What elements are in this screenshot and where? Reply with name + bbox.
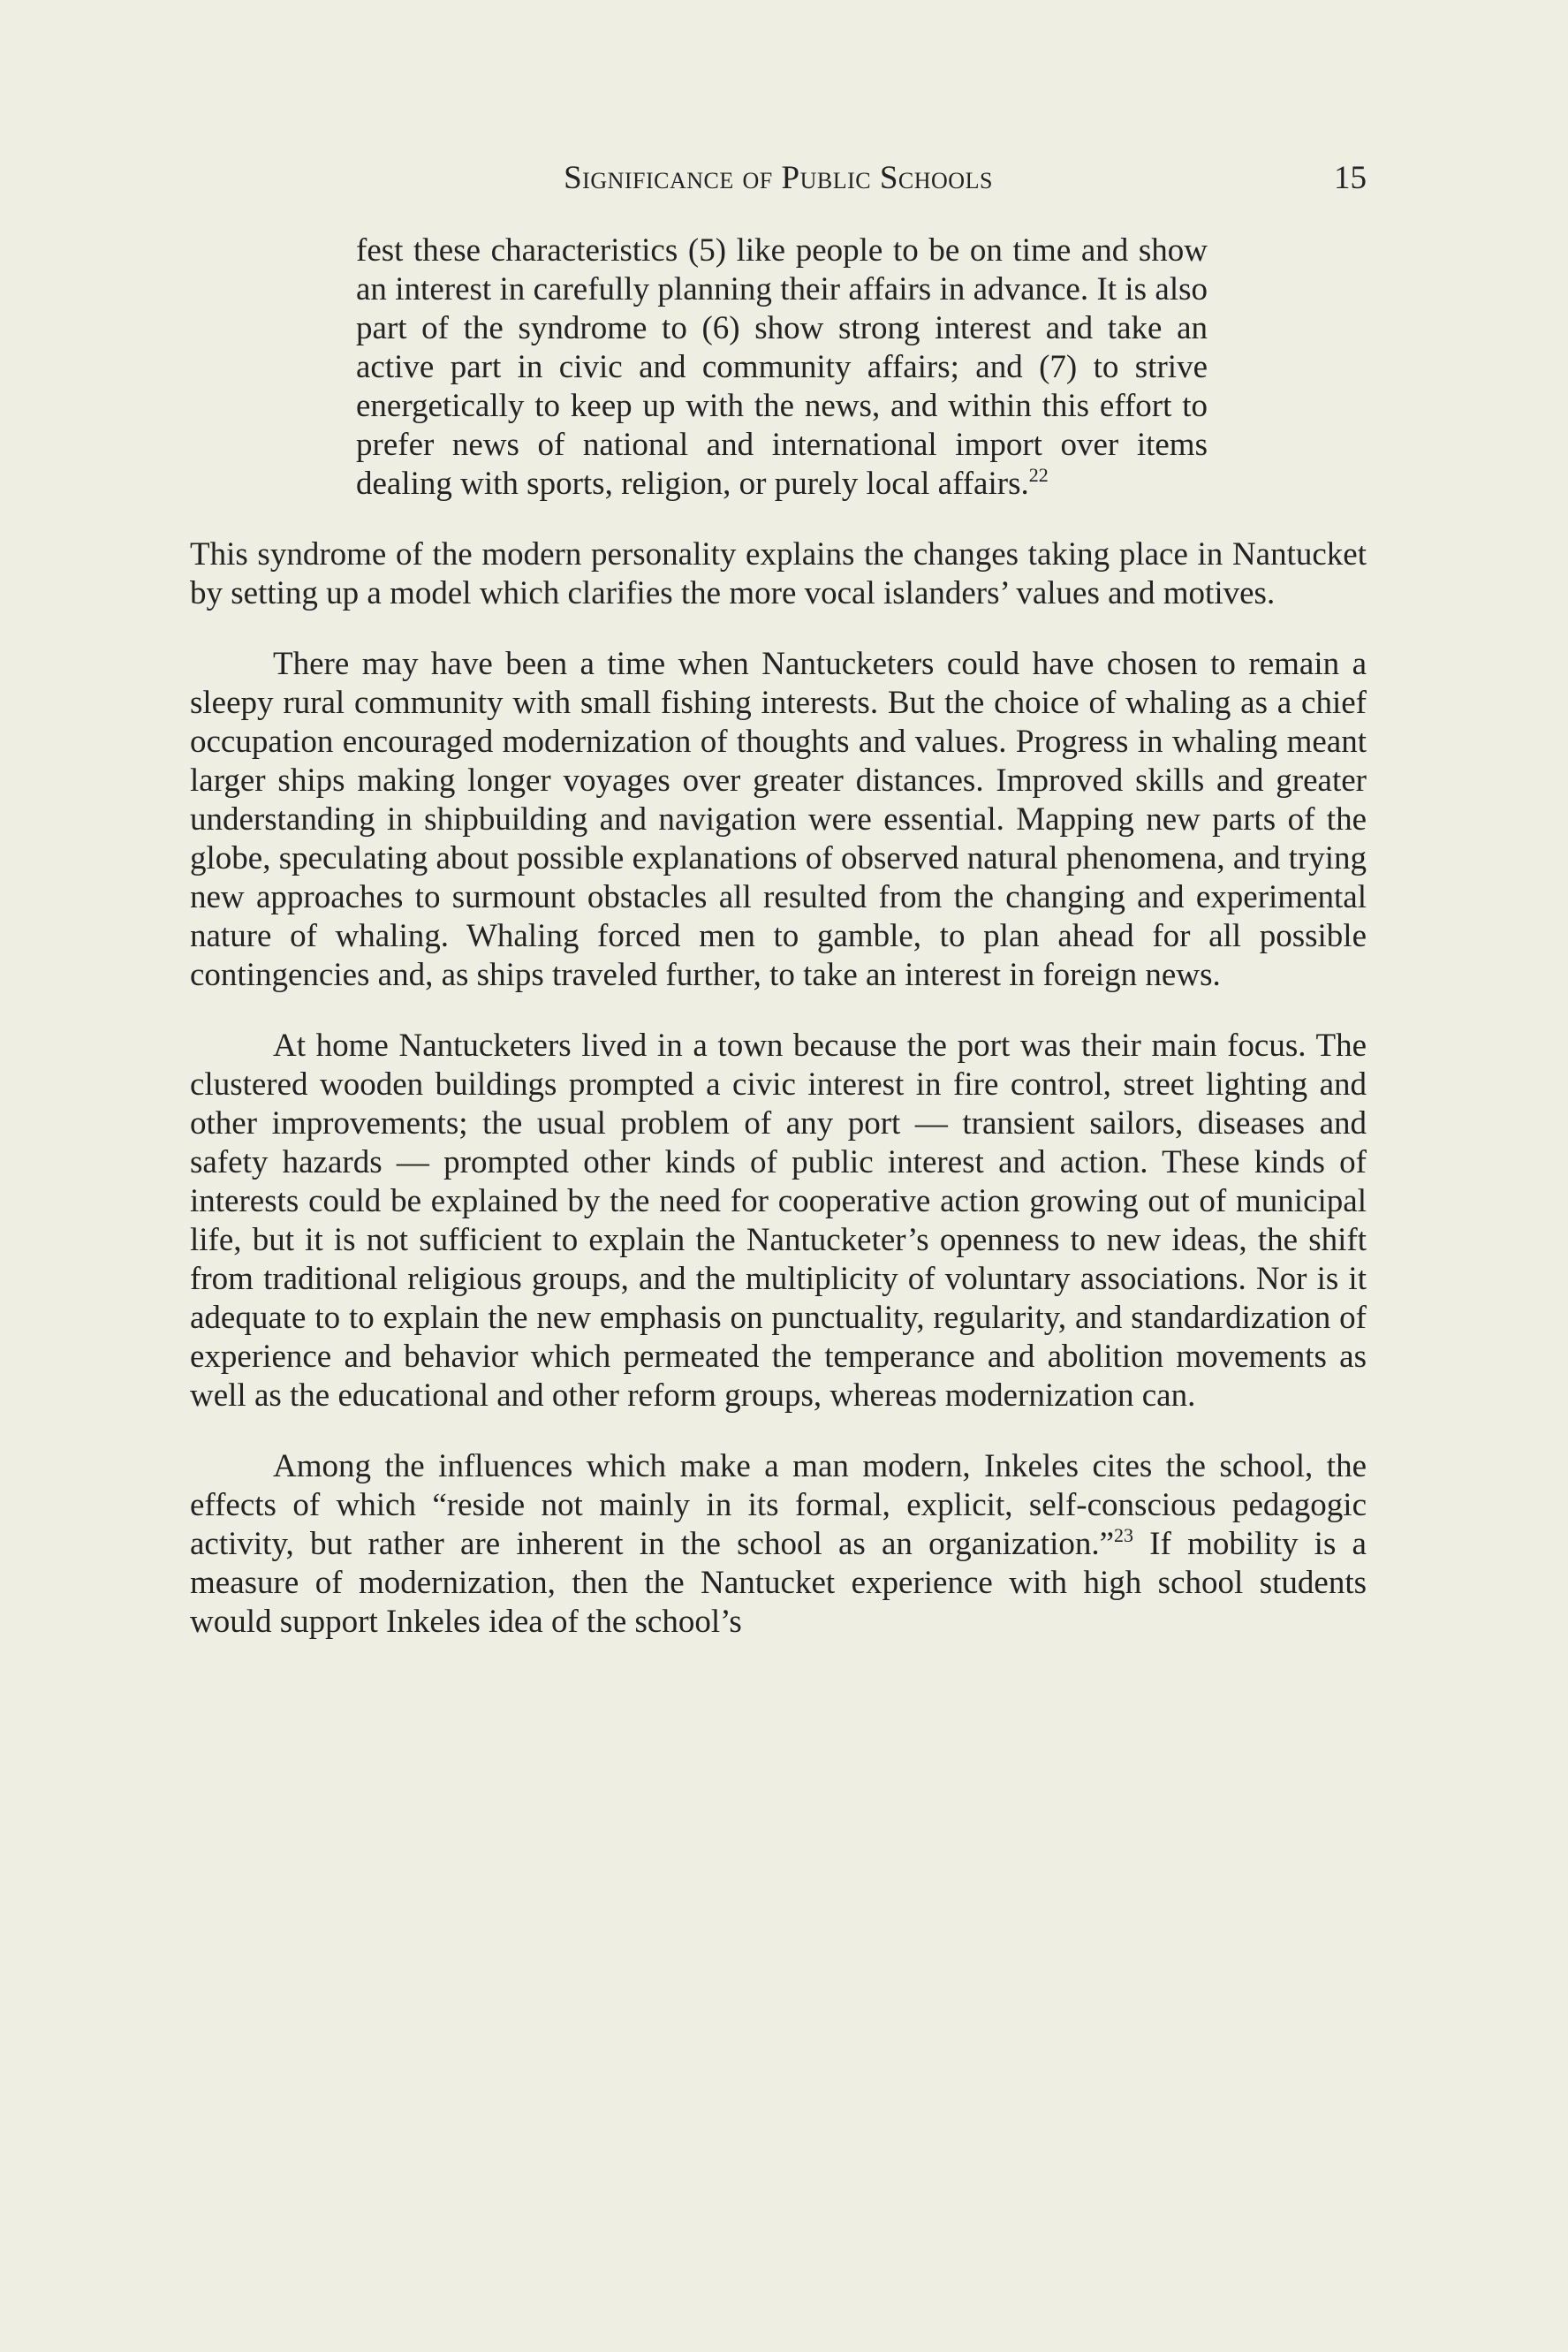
paragraph-syndrome: This syndrome of the modern personality explains the changes taking place in Nantucket by setting up a model which clarifies the more vocal islanders’ values and motives. (190, 536, 1367, 611)
paragraph-whaling: There may have been a time when Nantucketers could have chosen to remain a sleepy rural community with small fishing interests. But the choice of whaling as a chief occupation encouraged modernization of thoughts and values. Progress in whaling meant larger ships making longer voyages over greater distances. Improved skills and greater understanding in shipbuilding and navigation were essential. Mapping new parts of the globe, speculating about possible explanations of observed natural phenomena, and trying new approaches to surmount obstacles all resulted from the changing and experimental nature of whaling. Whaling forced men to gamble, to plan ahead for all possible contingencies and, as ships traveled further, to take an interest in foreign news. (190, 646, 1367, 993)
footnote-ref-22: 22 (1028, 464, 1049, 486)
block-quote (356, 231, 1208, 504)
paragraph-home: At home Nantucketers lived in a town because the port was their main focus. The clustered wooden buildings prompted a civic interest in fire control, street lighting and other improvements; the usual problem of any port — transient sailors, diseases and safety hazards — prompted other kinds of public interest and action. These kinds of interests could be explained by the need for cooperative action growing out of municipal life, but it is not sufficient to explain the Nantucketer’s openness to new ideas, the shift from traditional religious groups, and the multiplicity of voluntary associations. Nor is it adequate to to explain the new emphasis on punctuality, regularity, and standardization of experience and behavior which permeated the temperance and abolition movements as well as the educational and other reform groups, whereas modernization can. (190, 1028, 1367, 1414)
paragraph-influences-part-1: Among the influences which make a man modern, Inkeles cites the school, the effects of which “reside not mainly in its formal, explicit, self-conscious pedagogic activity, but rather are inherent in the school as an organization.” (190, 1448, 1367, 1562)
running-title: Significance of Public Schools (564, 160, 993, 196)
running-head (190, 152, 1367, 205)
footnote-ref-23: 23 (1114, 1524, 1134, 1546)
paragraph-influences-part-2: If mobility is a measure of modernization, then the Nantucket experience with high school students would support Inkeles idea of the school’s (190, 1526, 1367, 1640)
block-quote-text: fest these characteristics (5) like people to be on time and show an interest in carefully planning their affairs in advance. It is also part of the syndrome to (6) show strong interest and take an active part in civic and community affairs; and (7) to strive energetically to keep up with the news, and within this effort to prefer news of national and international import over items dealing with sports, religion, or purely local affairs. (356, 232, 1208, 502)
page-number: 15 (1334, 160, 1367, 196)
page-body (190, 231, 1367, 1642)
paragraph-influences (190, 1447, 1367, 1642)
